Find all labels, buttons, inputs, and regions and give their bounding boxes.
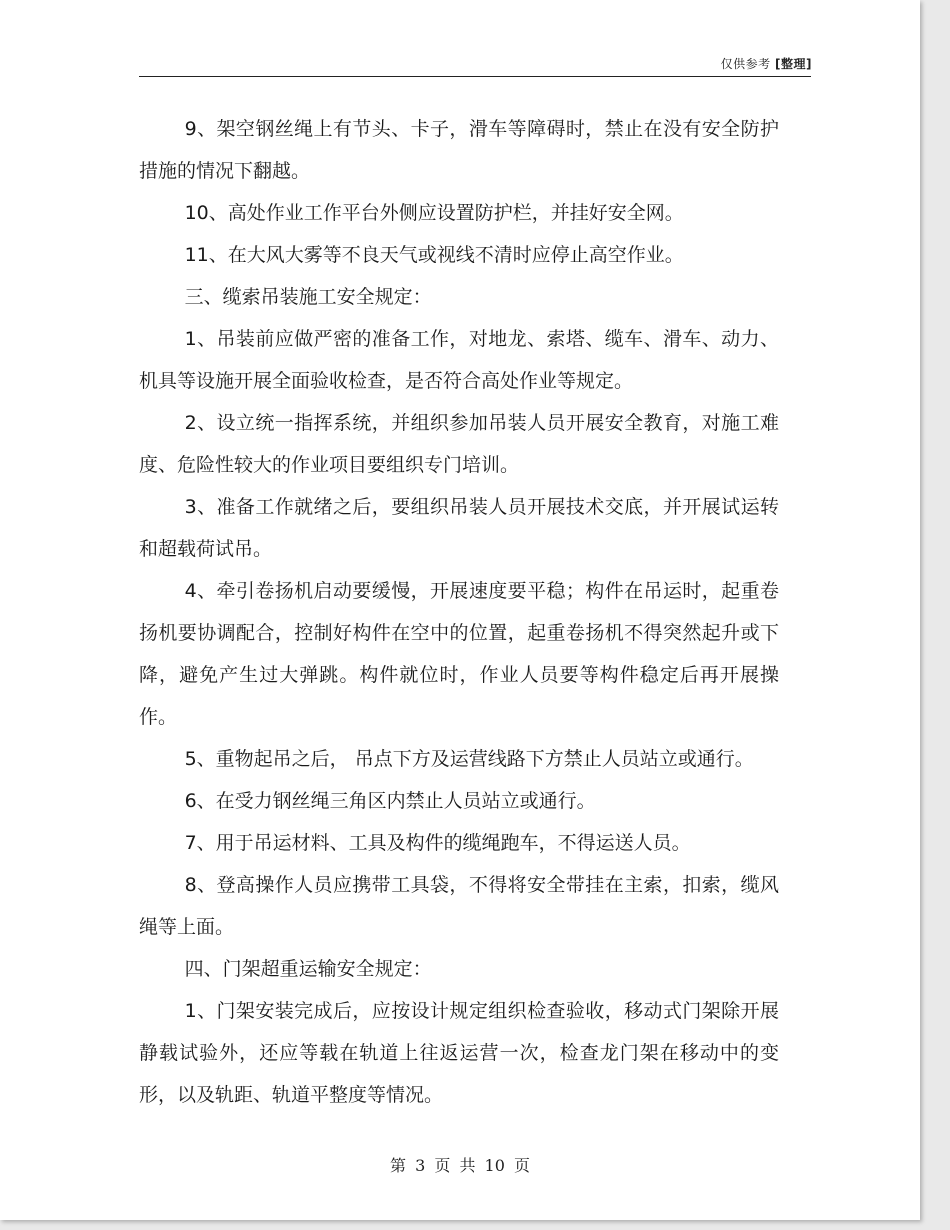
paragraph: 4、牵引卷扬机启动要缓慢，开展速度要平稳；构件在吊运时，起重卷扬机要协调配合，控制好构件在空中的位置，起重卷扬机不得突然起升或下降，避免产生过大弹跳。构件就位时，作业人员要等构件稳定后再开展操作。 (139, 580, 779, 728)
document-body (139, 108, 779, 1116)
paragraph: 5、重物起吊之后， 吊点下方及运营线路下方禁止人员站立或通行。 (184, 748, 754, 770)
paragraph: 1、门架安装完成后，应按设计规定组织检查验收，移动式门架除开展静载试验外，还应等载在轨道上往返运营一次，检查龙门架在移动中的变形，以及轨距、轨道平整度等情况。 (139, 1000, 779, 1106)
section-heading: 三、缆索吊装施工安全规定： (184, 286, 432, 308)
paragraph: 7、用于吊运材料、工具及构件的缆绳跑车，不得运送人员。 (184, 832, 691, 854)
paragraph: 10、高处作业工作平台外侧应设置防护栏，并挂好安全网。 (184, 202, 684, 224)
section-heading: 四、门架超重运输安全规定： (184, 958, 432, 980)
paragraph: 6、在受力钢丝绳三角区内禁止人员站立或通行。 (184, 790, 596, 812)
paragraph: 9、架空钢丝绳上有节头、卡子，滑车等障碍时，禁止在没有安全防护措施的情况下翻越。 (139, 118, 779, 182)
header-text: 仅供参考 (720, 57, 771, 71)
header-tag: [整理] (775, 57, 812, 71)
paragraph: 8、登高操作人员应携带工具袋，不得将安全带挂在主索，扣索，缆风绳等上面。 (139, 874, 779, 938)
paragraph: 1、吊装前应做严密的准备工作，对地龙、索塔、缆车、滑车、动力、机具等设施开展全面验收检查，是否符合高处作业等规定。 (139, 328, 779, 392)
paragraph: 3、准备工作就绪之后，要组织吊装人员开展技术交底，并开展试运转和超载荷试吊。 (139, 496, 779, 560)
page-header (721, 55, 812, 72)
page-number-footer: 第 3 页 共 10 页 (390, 1156, 530, 1175)
paragraph: 2、设立统一指挥系统，并组织参加吊装人员开展安全教育，对施工难度、危险性较大的作业项目要组织专门培训。 (139, 412, 779, 476)
header-divider (139, 76, 811, 77)
paragraph: 11、在大风大雾等不良天气或视线不清时应停止高空作业。 (184, 244, 684, 266)
